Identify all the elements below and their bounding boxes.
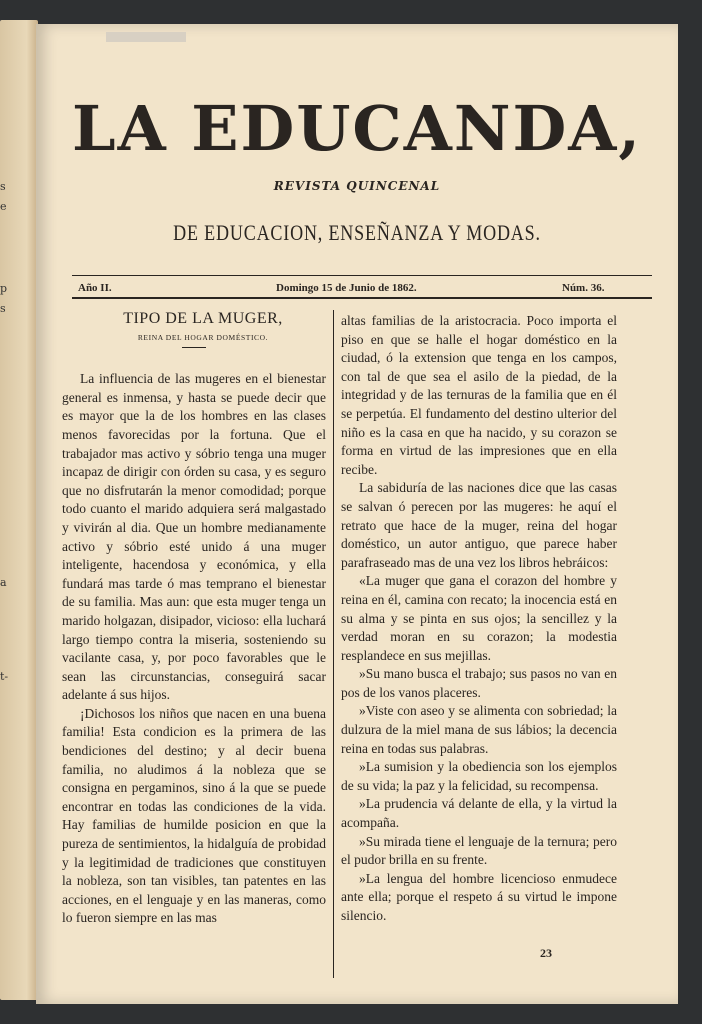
page-number: 23	[540, 946, 552, 960]
paragraph: »La lengua del hombre licencioso enmudece ante ella; porque el respeto á su virtud le impone silencio.	[341, 870, 617, 923]
masthead-title: LA EDUCANDA,	[72, 92, 642, 165]
paragraph: La sabiduría de las naciones dice que las casas se salvan ó perecen por las mugeres: he aquí el retrato que hace de la muger, reina del hogar doméstico, un autor antiguo, que parece haber parafraseado mas de una vez los libros hebráicos:	[341, 480, 617, 570]
paragraph: »Su mirada tiene el lenguaje de la ternura; pero el pudor brilla en su frente.	[341, 833, 617, 868]
paragraph: altas familias de la aristocracia. Poco importa el piso en que se halle el hogar doméstico en la ciudad, ó la extension que tenga en los campos, con tal de que sea el asilo de la piedad, de la integridad y de las ternuras de la familia que en él se perpetúa. El fundamento del destino ulterior del niño es la casa en que ha nacido, y su corazon se forma en virtud de las impresiones que en ella recibe.	[341, 313, 617, 477]
paragraph: »La prudencia vá delante de ella, y la virtud la acompaña.	[341, 796, 617, 831]
facing-page-fragment: p	[0, 282, 8, 295]
column-divider	[333, 310, 334, 978]
article-title: TIPO DE LA MUGER,	[123, 310, 283, 327]
masthead-subtitle: REVISTA QUINCENAL	[273, 179, 441, 193]
paragraph: »La sumision y la obediencia son los ejemplos de su vida; la paz y la felicidad, su recompensa.	[341, 759, 617, 793]
article-column-2	[341, 312, 617, 926]
facing-page-fragment: a	[0, 576, 7, 589]
paragraph: »Viste con aseo y se alimenta con sobriedad; la dulzura de la miel mana de sus lábios; la decencia reina en todas sus palabras.	[341, 703, 617, 756]
masthead-tagline: DE EDUCACION, ENSEÑANZA Y MODAS.	[173, 220, 541, 245]
newspaper-page	[36, 24, 678, 1004]
paragraph: »Su mano busca el trabajo; sus pasos no van en pos de los vanos placeres.	[341, 666, 617, 700]
paragraph: La influencia de las mugeres en el bienestar general es inmensa, y hasta se puede decir que es mayor que la de los hombres en las clases menos favorecidas por la fortuna. Que el trabajador mas activo y sóbrio tenga una muger incapaz de dirigir con órden su casa, y es seguro que no disfrutarán la menor comodidad; porque todo cuanto el marido adquiera será malgastado y vivirán al dia. Que un hombre medianamente activo y sóbrio esté unido á una muger inteligente, hacendosa y económica, y ella fundará mas tarde ó mas temprano el bienestar de su familia. Mas aun: que esta muger tenga un marido holgazan, disipador, vicioso: ella luchará largo tiempo contra la miseria, sosteniendo su vacilante casa, y, por poco favorables que le sean las circunstancias, conseguirá sacar adelante á sus hijos.	[62, 371, 326, 703]
facing-page-edge	[0, 20, 38, 1000]
paragraph: ¡Dichosos los niños que nacen en una buena familia! Esta condicion es la primera de las bendiciones del destino; y al decir buena familia, no aludimos á la nobleza que se consigna en pergaminos, sino á la que se puede encontrar en todas las condiciones de la vida. Hay familias de humilde posicion en que la pureza de sentimientos, la hidalguía de probidad y la legitimidad de tradiciones que constituyen la nobleza, son tan visibles, tan patentes en las acciones, en el lenguaje y en las maneras, como lo fueron siempre en las mas	[62, 705, 326, 926]
issue-number: Núm. 36.	[562, 282, 605, 294]
title-divider	[182, 347, 206, 348]
article-column-1	[62, 310, 326, 928]
issue-year: Año II.	[78, 282, 112, 294]
facing-page-fragment: e	[0, 200, 7, 213]
article-subtitle: REINA DEL HOGAR DOMÉSTICO.	[137, 332, 269, 342]
issue-date: Domingo 15 de Junio de 1862.	[276, 282, 417, 294]
facing-page-fragment: s	[0, 302, 6, 315]
facing-page-fragment: s	[0, 180, 6, 193]
tape-strip	[106, 32, 186, 42]
paragraph: «La muger que gana el corazon del hombre y reina en él, camina con recato; la inocencia está en su alma y se pinta en sus ojos; la sencillez y la verdad moran en su corazon; la modestia resplandece en sus mejillas.	[341, 573, 617, 663]
header-rule-top	[72, 275, 652, 276]
facing-page-fragment: t-	[0, 670, 9, 683]
header-rule-bottom	[72, 297, 652, 299]
